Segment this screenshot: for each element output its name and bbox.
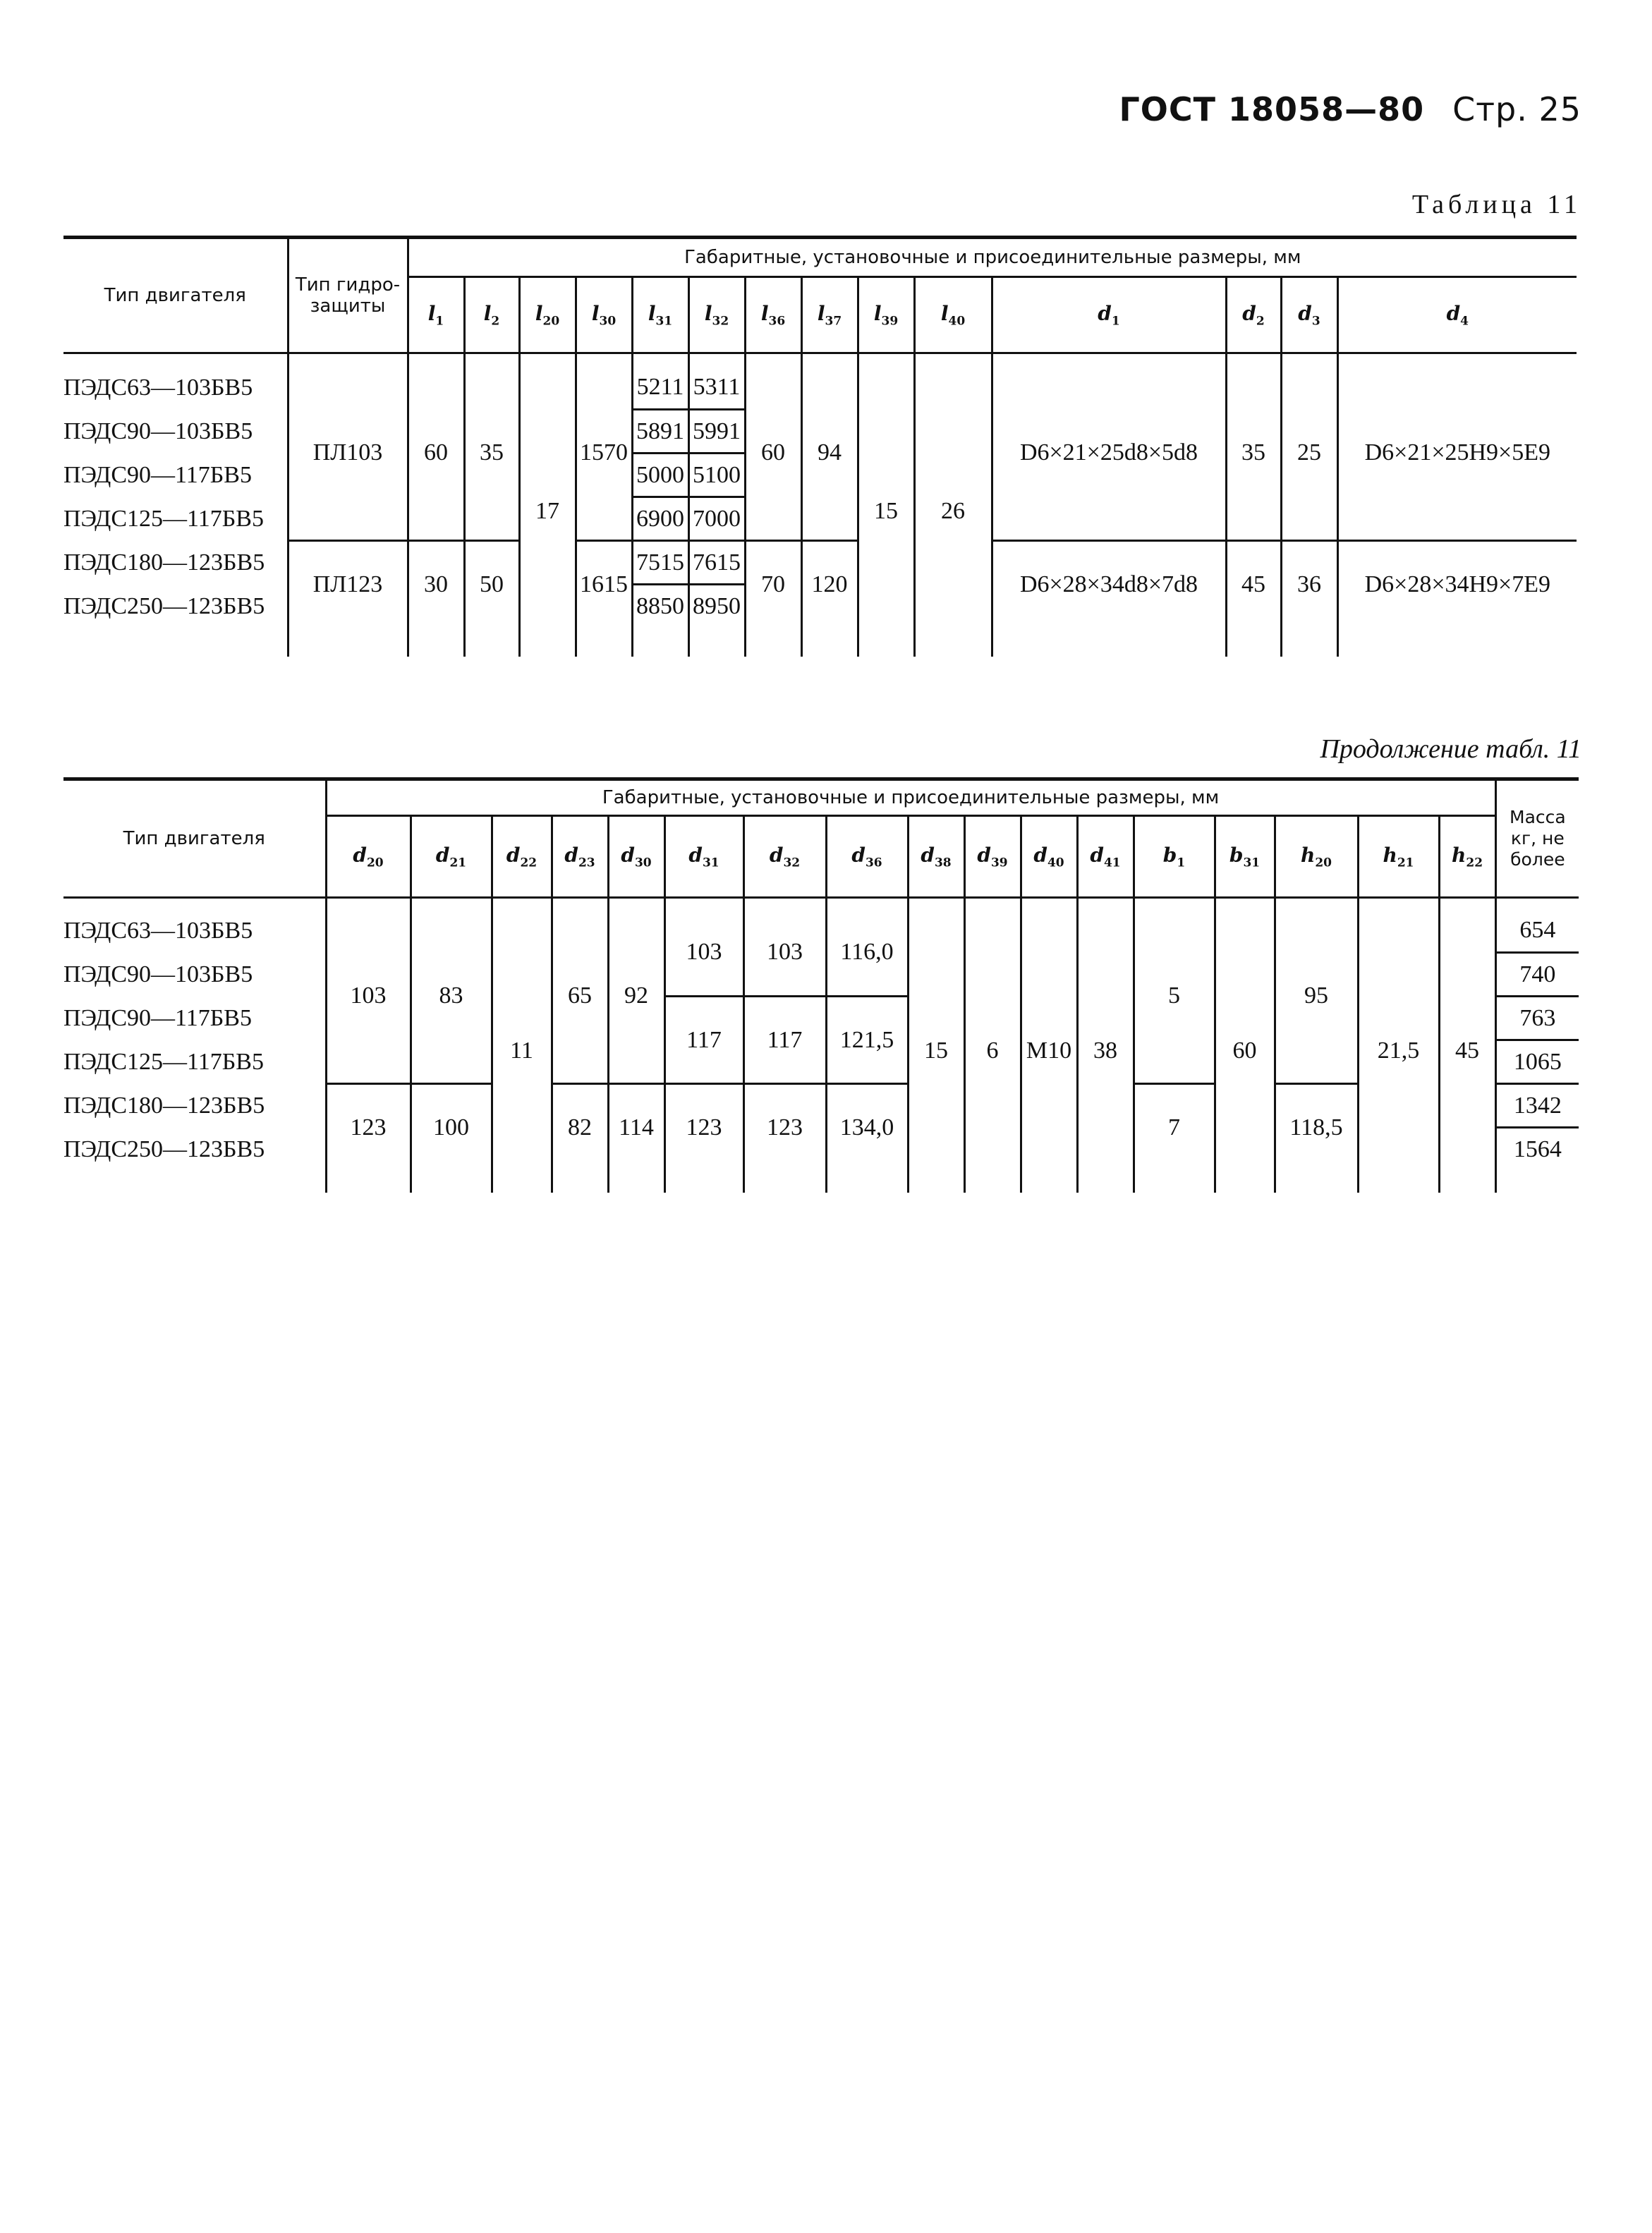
protection-value: ПЛ103 [288,366,408,541]
b1-value: 7 [1134,1084,1215,1172]
col-l40: $l_{40}$ [914,277,992,353]
d31-value: 103 [664,909,743,997]
col-l39: $l_{39}$ [858,277,914,353]
col-d39: $d_{39}$ [964,816,1021,898]
engine-name: ПЭДС90—117БВ5 [63,997,326,1040]
d31-value: 117 [664,997,743,1084]
col-l1: $l_1$ [408,277,464,353]
col-h20: $h_{20}$ [1275,816,1358,898]
l39-value: 15 [858,366,914,657]
b1-value: 5 [1134,909,1215,1084]
col-d31: $d_{31}$ [664,816,743,898]
l31-value: 5000 [632,454,688,497]
col-d30: $d_{30}$ [608,816,664,898]
d3-value: 25 [1281,366,1337,541]
d3-value: 36 [1281,541,1337,628]
h22-value: 45 [1439,909,1495,1193]
col-l37: $l_{37}$ [801,277,858,353]
l30-value: 1570 [576,366,632,541]
l32-value: 5991 [688,410,745,454]
col-d32: $d_{32}$ [743,816,826,898]
col-d2: $d_2$ [1226,277,1281,353]
d30-value: 92 [608,909,664,1084]
page-header [1119,90,1581,128]
col-protection-type: Тип гидро-защиты [288,238,408,353]
col-d20: $d_{20}$ [326,816,411,898]
d41-value: 38 [1077,909,1134,1193]
engine-name: ПЭДС90—103БВ5 [63,953,326,997]
col-l31: $l_{31}$ [632,277,688,353]
col-d1: $d_1$ [992,277,1226,353]
d23-value: 65 [552,909,608,1084]
col-engine-type: Тип двигателя [63,779,326,898]
l31-value: 8850 [632,585,688,628]
d4-value: D6×21×25H9×5E9 [1364,439,1550,466]
engine-name: ПЭДС180—123БВ5 [63,1084,326,1128]
col-l30: $l_{30}$ [576,277,632,353]
col-h21: $h_{21}$ [1358,816,1439,898]
col-engine-type: Тип двигателя [63,238,288,353]
table-row [63,1084,1579,1128]
l32-value: 5311 [688,366,745,410]
d20-value: 123 [326,1084,411,1172]
engine-name: ПЭДС125—117БВ5 [63,497,288,541]
engine-name: ПЭДС250—123БВ5 [63,585,288,628]
d22-value: 11 [492,909,552,1193]
d36-value: 116,0 [826,909,908,997]
col-d23: $d_{23}$ [552,816,608,898]
col-l32: $l_{32}$ [688,277,745,353]
l32-value: 7000 [688,497,745,541]
col-mass: Масса кг, не более [1495,779,1579,898]
engine-name: ПЭДС90—103БВ5 [63,410,288,454]
d21-value: 100 [411,1084,492,1172]
l31-value: 5891 [632,410,688,454]
table-row [63,366,1577,410]
mass-value: 1065 [1495,1040,1579,1084]
table1-caption: Таблица 11 [1411,190,1581,219]
l30-value: 1615 [576,541,632,628]
mass-value: 763 [1495,997,1579,1040]
mass-value: 654 [1519,916,1556,943]
l31-value: 6900 [632,497,688,541]
d36-value: 121,5 [826,997,908,1084]
d1-value: D6×21×25d8×5d8 [992,366,1226,541]
table2-caption: Продолжение табл. 11 [1320,734,1581,764]
d31-value: 123 [664,1084,743,1172]
l32-value: 5100 [688,454,745,497]
col-d38: $d_{38}$ [908,816,964,898]
h20-value: 118,5 [1275,1084,1358,1172]
d4-value: D6×28×34H9×7E9 [1337,541,1577,628]
d20-value: 103 [326,909,411,1084]
l37-value: 94 [801,366,858,541]
l2-value: 50 [464,541,519,628]
table-11-continued [63,777,1579,1193]
page-number: Стр. 25 [1452,90,1581,128]
standard-number: ГОСТ 18058—80 [1119,90,1425,128]
d2-value: 35 [1226,366,1281,541]
h21-value: 21,5 [1358,909,1439,1193]
l36-value: 70 [745,541,801,628]
col-d40: $d_{40}$ [1021,816,1077,898]
engine-name: ПЭДС125—117БВ5 [63,1040,326,1084]
engine-name: ПЭДС90—117БВ5 [63,454,288,497]
l31-value: 7515 [632,541,688,585]
col-group-dimensions: Габаритные, установочные и присоединительные размеры, мм [408,238,1577,277]
col-b1: $b_1$ [1134,816,1215,898]
d40-value: M10 [1021,909,1077,1193]
col-l2: $l_2$ [464,277,519,353]
col-d22: $d_{22}$ [492,816,552,898]
col-d36: $d_{36}$ [826,816,908,898]
d1-value: D6×28×34d8×7d8 [992,541,1226,628]
col-d3: $d_3$ [1281,277,1337,353]
d23-value: 82 [552,1084,608,1172]
l37-value: 120 [801,541,858,628]
d32-value: 103 [743,909,826,997]
l1-value: 60 [408,366,464,541]
l40-value: 26 [914,366,992,657]
engine-name: ПЭДС63—103БВ5 [63,366,288,410]
table-row [63,909,1579,953]
col-l20: $l_{20}$ [519,277,576,353]
mass-value: 740 [1495,953,1579,997]
d39-value: 6 [964,909,1021,1193]
d21-value: 83 [411,909,492,1084]
col-l36: $l_{36}$ [745,277,801,353]
d38-value: 15 [908,909,964,1193]
l32-value: 8950 [688,585,745,628]
l2-value: 35 [464,366,519,541]
l1-value: 30 [408,541,464,628]
l31-value: 5211 [632,366,688,410]
col-group-dimensions: Габаритные, установочные и присоединительные размеры, мм [326,779,1495,816]
mass-value: 1342 [1495,1084,1579,1128]
engine-name: ПЭДС180—123БВ5 [63,541,288,585]
d30-value: 114 [608,1084,664,1172]
b31-value: 60 [1215,909,1275,1193]
engine-name: ПЭДС63—103БВ5 [63,909,326,953]
d36-value: 134,0 [826,1084,908,1172]
d32-value: 123 [743,1084,826,1172]
d32-value: 117 [743,997,826,1084]
col-d21: $d_{21}$ [411,816,492,898]
l36-value: 60 [745,366,801,541]
d2-value: 45 [1226,541,1281,628]
col-d4: $d_4$ [1446,301,1469,329]
h20-value: 95 [1275,909,1358,1084]
col-b31: $b_{31}$ [1215,816,1275,898]
engine-name: ПЭДС250—123БВ5 [63,1128,326,1172]
l32-value: 7615 [688,541,745,585]
table-row [63,541,1577,585]
mass-value: 1564 [1495,1128,1579,1172]
table-11 [63,236,1577,657]
col-h22: $h_{22}$ [1439,816,1495,898]
col-d41: $d_{41}$ [1077,816,1134,898]
protection-value: ПЛ123 [288,541,408,628]
l20-value: 17 [519,366,576,657]
